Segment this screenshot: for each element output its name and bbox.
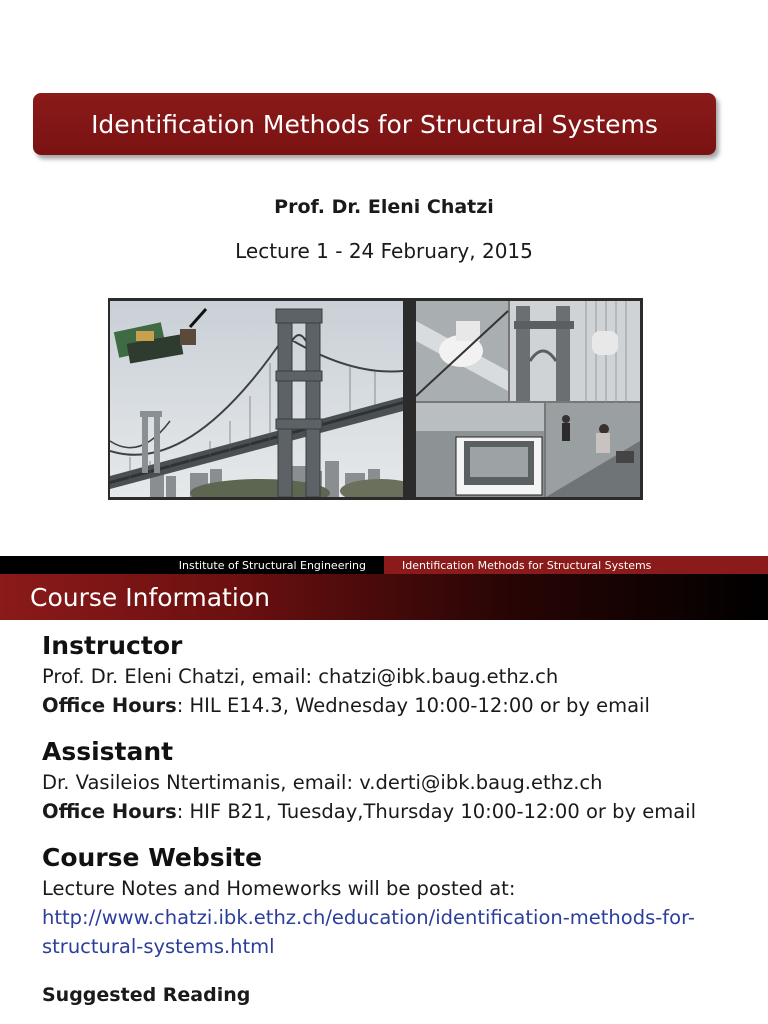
office-hours-value: : HIL E14.3, Wednesday 10:00-12:00 or by email	[176, 694, 650, 717]
frame-title-bar	[0, 574, 768, 620]
assistant-office-hours	[42, 800, 696, 823]
monitoring-photo-collage	[416, 301, 640, 497]
office-hours-label: Office Hours	[42, 694, 177, 717]
slide-title-box	[33, 93, 716, 155]
slide-headline-bar	[0, 556, 768, 574]
office-hours-value: : HIF B21, Tuesday,Thursday 10:00-12:00 or by email	[176, 800, 696, 823]
slide-title: Identification Methods for Structural Systems	[91, 109, 658, 139]
assistant-heading: Assistant	[42, 737, 174, 766]
lecture-date: Lecture 1 - 24 February, 2015	[235, 239, 533, 263]
website-link-line2[interactable]: structural-systems.html	[42, 935, 275, 958]
website-line: Lecture Notes and Homeworks will be posted at:	[42, 877, 516, 900]
instructor-heading: Instructor	[42, 631, 183, 660]
website-link-continued[interactable]	[42, 935, 275, 958]
website-link-line1[interactable]: http://www.chatzi.ibk.ethz.ch/education/identification-methods-for-	[42, 906, 695, 929]
website-link[interactable]	[42, 906, 695, 929]
bridge-photo	[110, 301, 403, 497]
office-hours-label: Office Hours	[42, 800, 177, 823]
instructor-line: Prof. Dr. Eleni Chatzi, email: chatzi@ibk.baug.ethz.ch	[42, 665, 559, 688]
suggested-reading-heading: Suggested Reading	[42, 984, 251, 1006]
instructor-office-hours	[42, 694, 650, 717]
course-label: Identification Methods for Structural Systems	[402, 558, 652, 572]
frame-title: Course Information	[30, 582, 270, 612]
website-heading: Course Website	[42, 843, 263, 872]
assistant-line: Dr. Vasileios Ntertimanis, email: v.derti@ibk.baug.ethz.ch	[42, 771, 603, 794]
institute-label: Institute of Structural Engineering	[178, 558, 366, 572]
author-name: Prof. Dr. Eleni Chatzi	[274, 196, 494, 218]
